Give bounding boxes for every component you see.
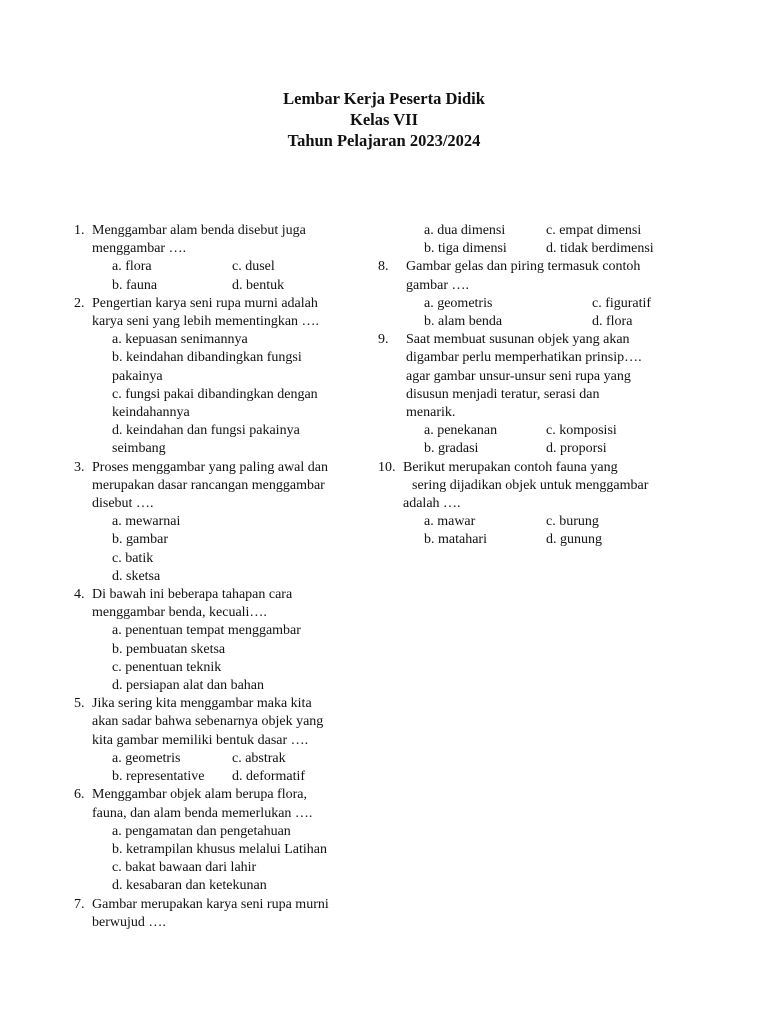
option-row	[74, 277, 364, 295]
question-number: 10.	[378, 459, 396, 475]
question-text: sering dijadikan objek untuk menggambar	[412, 477, 649, 493]
question-number: 1.	[74, 223, 85, 238]
question-5	[74, 695, 364, 786]
question-9	[378, 331, 678, 458]
question-6	[74, 786, 364, 895]
option-d: d. tidak berdimensi	[546, 241, 654, 257]
question-7-options	[378, 222, 678, 258]
question-1	[74, 222, 364, 295]
question-text: Gambar merupakan karya seni rupa murni	[92, 896, 329, 912]
option-row	[378, 222, 678, 240]
option-d: d. persiapan alat dan bahan	[112, 678, 264, 694]
question-text: menggambar benda, kecuali….	[92, 605, 267, 621]
school-year: Tahun Pelajaran 2023/2024	[287, 131, 481, 150]
option-c: c. empat dimensi	[546, 223, 642, 238]
option-d: d. kesabaran dan ketekunan	[112, 878, 267, 894]
option-d: d. gunung	[546, 532, 602, 548]
option-b-continued: pakainya	[112, 368, 163, 384]
question-text: berwujud ….	[92, 914, 166, 930]
option-a: a. penekanan	[424, 423, 498, 439]
option-a: a. geometris	[424, 295, 493, 311]
question-text: adalah ….	[403, 496, 461, 512]
option-c: c. penentuan teknik	[112, 659, 222, 675]
option-row	[388, 295, 678, 313]
option-a: a. mawar	[424, 514, 476, 530]
option-d: d. keindahan dan fungsi pakainya	[112, 423, 300, 439]
option-a: a. dua dimensi	[424, 223, 506, 238]
option-row	[74, 750, 364, 768]
option-b: b. representative	[112, 769, 205, 785]
question-text: Proses menggambar yang paling awal dan	[92, 459, 328, 475]
option-row	[388, 440, 678, 458]
question-number: 7.	[74, 896, 85, 912]
worksheet-title: Lembar Kerja Peserta Didik	[283, 89, 485, 108]
question-number: 6.	[74, 787, 85, 803]
option-a: a. penentuan tempat menggambar	[112, 623, 301, 639]
question-7	[74, 896, 364, 932]
question-text: gambar ….	[406, 277, 469, 293]
question-text: karya seni yang lebih mementingkan ….	[92, 314, 320, 330]
option-c: c. bakat bawaan dari lahir	[112, 860, 257, 876]
option-b: b. gambar	[112, 532, 168, 548]
option-d: d. sketsa	[112, 568, 161, 584]
question-text: disebut ….	[92, 496, 154, 512]
option-c: c. komposisi	[546, 423, 617, 439]
option-c: c. figuratif	[592, 295, 652, 311]
option-a: a. flora	[112, 259, 152, 275]
question-text: Menggambar objek alam berupa flora,	[92, 787, 307, 803]
question-4	[74, 586, 364, 695]
question-text: Gambar gelas dan piring termasuk contoh	[406, 259, 641, 275]
question-text: Pengertian karya seni rupa murni adalah	[92, 295, 318, 311]
option-a: a. mewarnai	[112, 514, 181, 530]
option-a: a. kepuasan senimannya	[112, 332, 248, 348]
question-2	[74, 295, 364, 459]
option-row	[378, 240, 678, 258]
question-10	[378, 459, 678, 550]
question-text: merupakan dasar rancangan menggambar	[92, 477, 325, 493]
question-text: kita gambar memiliki bentuk dasar ….	[92, 732, 309, 748]
option-c: c. burung	[546, 514, 599, 530]
option-row	[378, 531, 678, 549]
worksheet-header	[0, 88, 768, 151]
question-number: 8.	[378, 259, 389, 275]
question-number: 9.	[378, 332, 389, 348]
question-text: Berikut merupakan contoh fauna yang	[403, 459, 618, 475]
option-b: b. matahari	[424, 532, 487, 548]
option-d: d. bentuk	[232, 277, 285, 293]
option-b: b. pembuatan sketsa	[112, 641, 226, 657]
option-row	[388, 313, 678, 331]
class-label: Kelas VII	[350, 110, 418, 129]
option-row	[74, 258, 364, 276]
option-c-continued: keindahannya	[112, 405, 190, 421]
question-number: 3.	[74, 459, 85, 475]
option-d: d. proporsi	[546, 441, 607, 457]
question-text: akan sadar bahwa sebenarnya objek yang	[92, 714, 324, 730]
option-b: b. tiga dimensi	[424, 241, 507, 257]
option-b: b. fauna	[112, 277, 158, 293]
option-row	[74, 768, 364, 786]
question-number: 2.	[74, 295, 85, 311]
option-d: d. flora	[592, 314, 633, 330]
question-text: disusun menjadi teratur, serasi dan	[406, 386, 600, 402]
question-text: Jika sering kita menggambar maka kita	[92, 696, 312, 712]
option-d: d. deformatif	[232, 769, 306, 785]
question-text: menggambar ….	[92, 241, 187, 257]
option-c: c. abstrak	[232, 750, 286, 766]
question-8	[378, 258, 678, 331]
right-column	[378, 222, 678, 550]
question-text: agar gambar unsur-unsur seni rupa yang	[406, 368, 631, 384]
option-row	[378, 513, 678, 531]
option-b: b. gradasi	[424, 441, 479, 457]
option-b: b. alam benda	[424, 314, 503, 330]
option-b: b. ketrampilan khusus melalui Latihan	[112, 841, 328, 857]
option-b: b. keindahan dibandingkan fungsi	[112, 350, 302, 366]
option-d-continued: seimbang	[112, 441, 166, 457]
option-a: a. pengamatan dan pengetahuan	[112, 823, 291, 839]
option-c: c. dusel	[232, 259, 275, 275]
question-text: digambar perlu memperhatikan prinsip….	[406, 350, 642, 366]
question-text: Di bawah ini beberapa tahapan cara	[92, 587, 293, 603]
question-text: Menggambar alam benda disebut juga	[92, 223, 306, 238]
option-c: c. fungsi pakai dibandingkan dengan	[112, 386, 318, 402]
question-number: 4.	[74, 587, 85, 603]
question-3	[74, 459, 364, 586]
option-row	[388, 422, 678, 440]
question-number: 5.	[74, 696, 85, 712]
option-c: c. batik	[112, 550, 154, 566]
question-text: fauna, dan alam benda memerlukan ….	[92, 805, 313, 821]
option-a: a. geometris	[112, 750, 181, 766]
question-text: menarik.	[406, 405, 456, 421]
question-text: Saat membuat susunan objek yang akan	[406, 332, 630, 348]
left-column	[74, 222, 364, 932]
